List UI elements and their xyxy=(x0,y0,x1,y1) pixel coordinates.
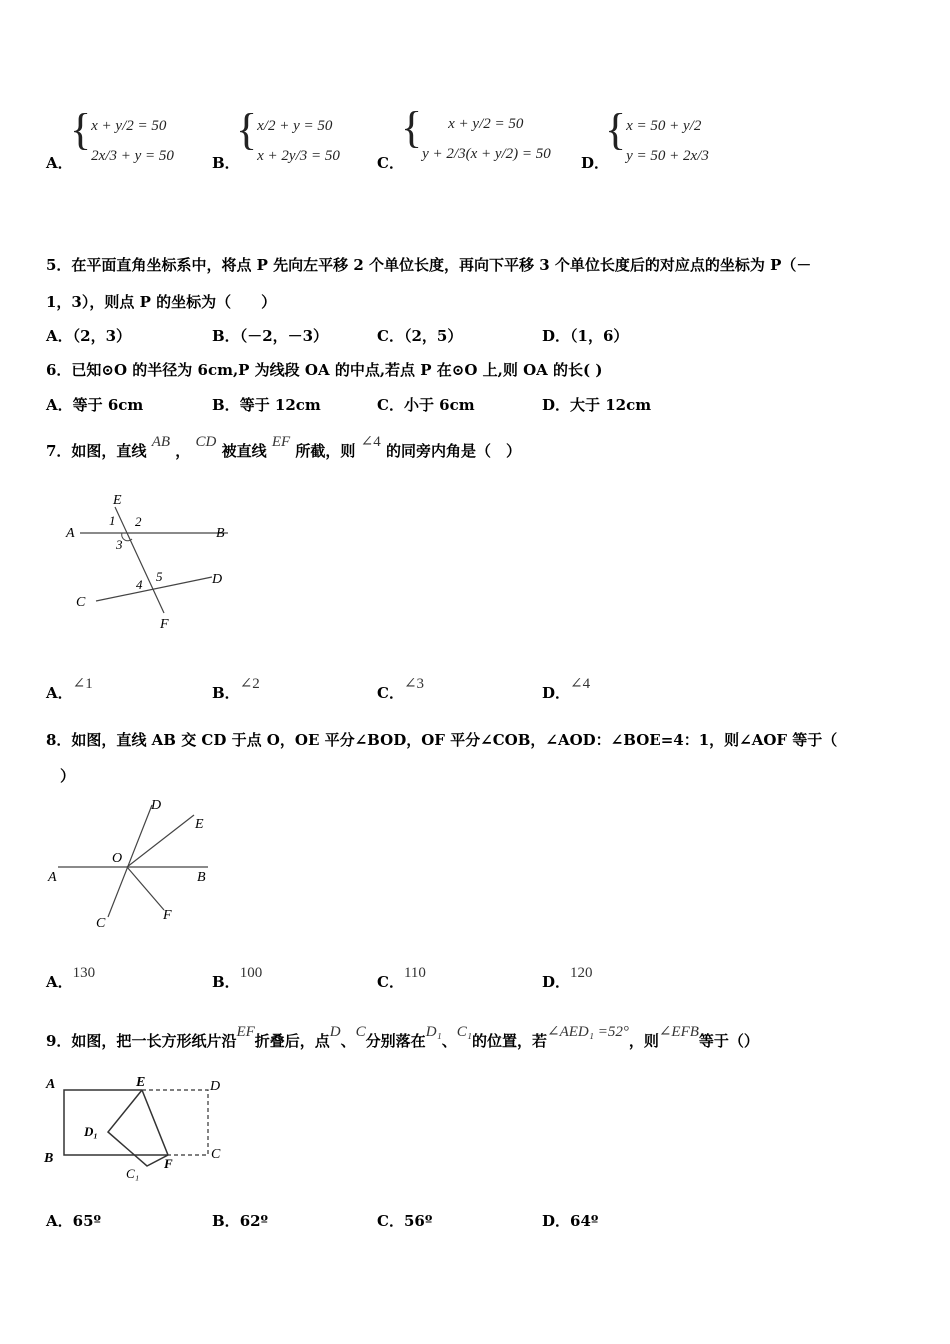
label-c: C xyxy=(96,916,106,931)
q8-stem-line2: ） xyxy=(60,767,76,785)
q9-stem: 9．如图，把一长方形纸片沿EF折叠后，点D、C分别落在D₁、C₁的位置，若∠AED₁ =52°，则∠EFB等于（） xyxy=(46,1024,759,1050)
label-e: E xyxy=(136,1075,146,1090)
q4-option-d-letter: D． xyxy=(581,154,610,172)
label-a: A xyxy=(48,870,57,885)
label-c: C xyxy=(211,1147,221,1162)
line-cd xyxy=(96,577,212,601)
q7-option-a: A．∠1 xyxy=(46,676,93,702)
q5-option-d: D．（1，6） xyxy=(542,327,629,345)
q4-option-c-letter: C． xyxy=(377,154,404,172)
ray-of xyxy=(127,867,164,910)
label-f: F xyxy=(160,617,169,632)
q4-c-row1: x + y/2 = 50 xyxy=(448,115,524,132)
q9-option-a: A．65º xyxy=(46,1212,102,1230)
q9-option-d: D．64º xyxy=(542,1212,599,1230)
label-b: B xyxy=(216,526,225,541)
q8-option-b: B．100 xyxy=(212,965,263,991)
label-d: D xyxy=(210,1079,221,1094)
label-a: A xyxy=(46,1077,56,1092)
q4-a-row2: 2x/3 + y = 50 xyxy=(91,147,174,164)
q7-option-d: D．∠4 xyxy=(542,676,591,702)
q4-option-a-system: { x + y/2 = 50 2x/3 + y = 50 xyxy=(70,108,174,171)
label-f: F xyxy=(164,1156,173,1171)
label-d: D xyxy=(151,798,162,813)
label-4: 4 xyxy=(136,577,143,592)
label-d: D xyxy=(212,572,223,587)
label-e: E xyxy=(113,493,122,508)
q9-option-c: C．56º xyxy=(377,1212,433,1230)
q4-c-row2: y + 2/3(x + y/2) = 50 xyxy=(422,145,551,162)
q9-figure xyxy=(40,1070,240,1190)
q4-a-row1: x + y/2 = 50 xyxy=(91,117,167,134)
q6-option-d: D．大于 12cm xyxy=(542,396,652,414)
q9-option-b: B．62º xyxy=(212,1212,269,1230)
q6-stem: 6．已知⊙O 的半径为 6cm,P 为线段 OA 的中点,若点 P 在⊙O 上,则 OA 的长( ) xyxy=(46,361,603,379)
q4-b-row1: x/2 + y = 50 xyxy=(257,117,333,134)
q4-option-c-system: { x + y/2 = 50 y + 2/3(x + y/2) = 50 xyxy=(401,106,551,169)
q7-figure xyxy=(60,485,240,635)
q4-option-b-letter: B． xyxy=(212,154,240,172)
label-c: C xyxy=(76,595,86,610)
q8-option-d: D．120 xyxy=(542,965,593,991)
label-f: F xyxy=(163,908,172,923)
q7-option-b: B．∠2 xyxy=(212,676,260,702)
ray-oe xyxy=(127,815,194,867)
q5-option-a: A．（2，3） xyxy=(46,327,132,345)
q7-option-c: C．∠3 xyxy=(377,676,425,702)
q5-stem-line2: 1，3），则点 P 的坐标为（ ） xyxy=(46,293,277,311)
q5-option-c: C．（2，5） xyxy=(377,327,463,345)
q4-b-row2: x + 2y/3 = 50 xyxy=(257,147,340,164)
label-2: 2 xyxy=(135,514,142,529)
q4-d-row1: x = 50 + y/2 xyxy=(626,117,702,134)
label-d1: D₁ xyxy=(84,1124,98,1139)
q4-option-d-system: { x = 50 + y/2 y = 50 + 2x/3 xyxy=(605,108,709,171)
q4-option-b-system: { x/2 + y = 50 x + 2y/3 = 50 xyxy=(236,108,340,171)
q8-option-a: A．130 xyxy=(46,965,96,991)
q4-d-row2: y = 50 + 2x/3 xyxy=(626,147,709,164)
label-e: E xyxy=(195,817,204,832)
label-o: O xyxy=(112,851,123,866)
label-5: 5 xyxy=(156,569,163,584)
rect-solid xyxy=(64,1090,142,1155)
q4-option-a-letter: A． xyxy=(46,154,73,172)
label-b: B xyxy=(44,1151,54,1166)
q8-figure xyxy=(40,795,230,935)
q7-stem: 7．如图，直线 AB ， CD 被直线 EF 所截，则 ∠4 的同旁内角是（ ） xyxy=(46,434,521,460)
label-3: 3 xyxy=(116,537,123,552)
q6-option-b: B．等于 12cm xyxy=(212,396,321,414)
label-1: 1 xyxy=(109,513,116,528)
q6-option-a: A．等于 6cm xyxy=(46,396,144,414)
rect-dashed xyxy=(142,1090,208,1155)
q5-stem-line1: 5．在平面直角坐标系中，将点 P 先向左平移 2 个单位长度，再向下平移 3 个单位长度后的对应点的坐标为 P（－ xyxy=(46,256,812,274)
label-c1: C₁ xyxy=(126,1166,140,1181)
label-b: B xyxy=(197,870,206,885)
q8-option-c: C．110 xyxy=(377,965,426,991)
label-a: A xyxy=(66,526,75,541)
q8-stem-line1: 8．如图，直线 AB 交 CD 于点 O，OE 平分∠BOD，OF 平分∠COB，∠AOD：∠BOE=4：1，则∠AOF 等于（ xyxy=(46,731,838,749)
q6-option-c: C．小于 6cm xyxy=(377,396,475,414)
q5-option-b: B．（－2，－3） xyxy=(212,327,329,345)
